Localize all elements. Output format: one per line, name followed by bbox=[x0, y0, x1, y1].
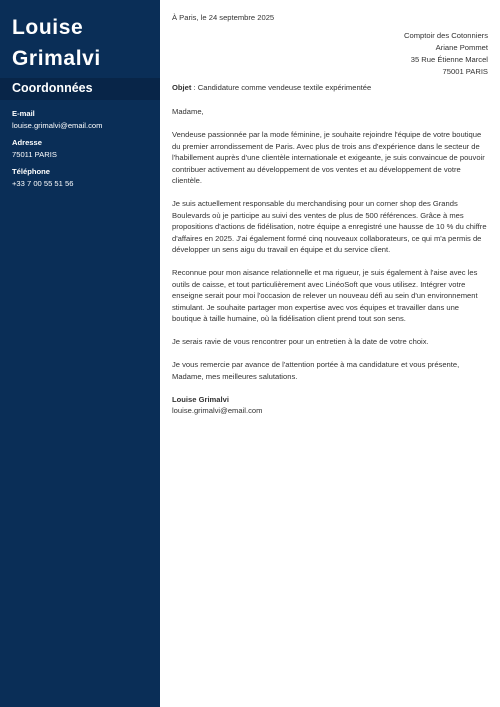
sidebar bbox=[0, 0, 160, 707]
subject-label: Objet bbox=[172, 83, 192, 92]
email-block bbox=[12, 108, 102, 132]
subject-text: : Candidature comme vendeuse textile expérimentée bbox=[191, 83, 372, 92]
email-value[interactable]: louise.grimalvi@email.com bbox=[12, 121, 103, 130]
address-label: Adresse bbox=[12, 138, 42, 147]
recipient-company: Comptoir des Cotonniers bbox=[404, 31, 488, 40]
phone-value[interactable]: +33 7 00 55 51 56 bbox=[12, 179, 74, 188]
address-block bbox=[12, 137, 57, 161]
letter-date: À Paris, le 24 septembre 2025 bbox=[172, 13, 275, 22]
greeting: Madame, bbox=[172, 107, 204, 116]
address-value: 75011 PARIS bbox=[12, 150, 57, 159]
first-name: Louise bbox=[12, 16, 84, 39]
paragraph-2: Je suis actuellement responsable du merchandising pour un corner shop des Grands Boulevards où je participe au suivi des ventes de plus de 500 références. Grâce à mes propositions d'actions de fidélisation, notre équipe a enregistré une hausse de 10 % du chiffre d'affaires en 2025. J'ai également formé cinq nouveaux collaborateurs, ce qui m'a permis de développer un sens aigu du travail en équipe et du service client. bbox=[172, 199, 487, 254]
candidate-name bbox=[12, 12, 101, 74]
paragraph-3: Reconnue pour mon aisance relationnelle et ma rigueur, je suis également à l'aise avec les outils de caisse, et tout particulièrement avec LinéoSoft que vous utilisez. Intégrer votre enseigne serait pour moi l'occasion de relever un nouveau défi au sein d'un environnement stimulant. Je souhaite partager mon expertise avec vos équipes et travailler dans une boutique à taille humaine, où la fidélisation client prend tout son sens. bbox=[172, 268, 478, 323]
phone-block bbox=[12, 166, 73, 190]
email-label: E-mail bbox=[12, 109, 35, 118]
recipient-city: 75001 PARIS bbox=[442, 67, 488, 76]
paragraph-4: Je serais ravie de vous rencontrer pour un entretien à la date de votre choix. bbox=[172, 337, 429, 346]
letter-subject bbox=[172, 83, 371, 92]
recipient-name: Ariane Pommet bbox=[435, 43, 488, 52]
signature-name: Louise Grimalvi bbox=[172, 394, 229, 404]
phone-label: Téléphone bbox=[12, 167, 50, 176]
signature-email[interactable]: louise.grimalvi@email.com bbox=[172, 406, 263, 415]
paragraph-1: Vendeuse passionnée par la mode féminine, je souhaite rejoindre l'équipe de votre boutique du premier arrondissement de Paris. Avec plus de trois ans d'expérience dans le secteur de l'habillement auprès d'une clientèle internationale et exigeante, je suis convaincue de pouvoir contribuer activement au développement de vos ventes et au développement de votre clientèle. bbox=[172, 130, 485, 185]
paragraph-5: Je vous remercie par avance de l'attention portée à ma candidature et vous présente, Madame, mes meilleures salutations. bbox=[172, 360, 460, 381]
recipient-block bbox=[404, 30, 488, 78]
last-name: Grimalvi bbox=[12, 47, 101, 70]
contact-section-title: Coordonnées bbox=[12, 81, 93, 95]
letter-body bbox=[172, 106, 488, 417]
recipient-street: 35 Rue Étienne Marcel bbox=[410, 55, 488, 64]
